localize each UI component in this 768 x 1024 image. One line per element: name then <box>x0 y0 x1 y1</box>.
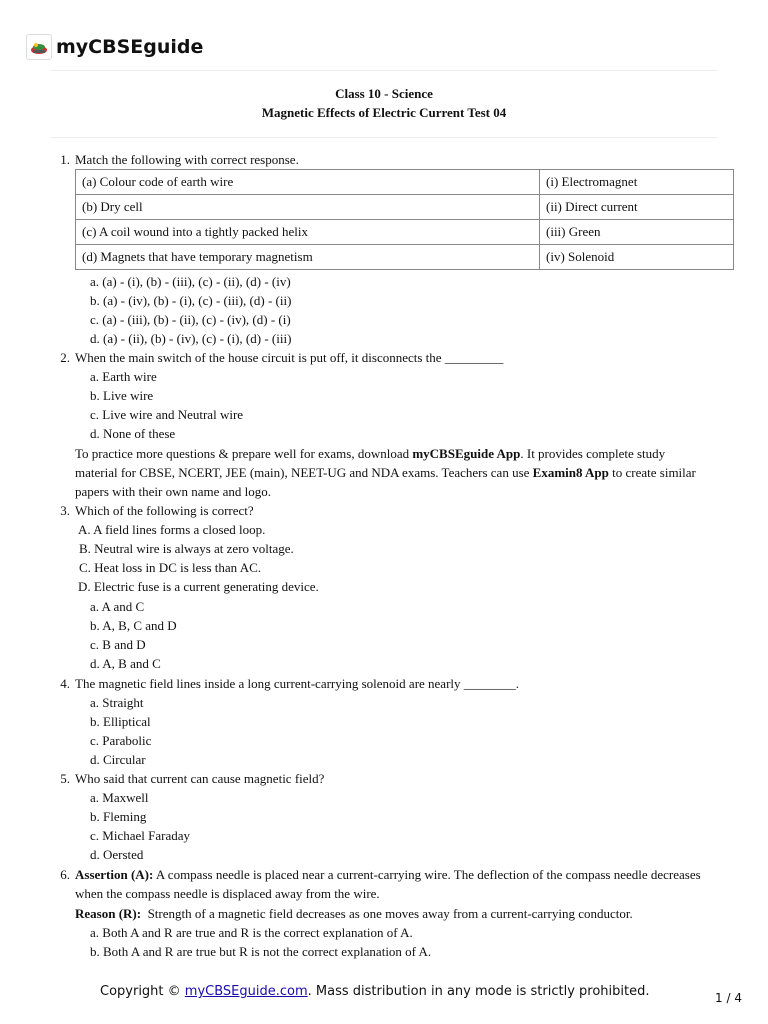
table-cell: (c) A coil wound into a tightly packed helix <box>76 220 540 245</box>
q3-option-c: c. B and D <box>90 637 146 652</box>
q5-option-a: a. Maxwell <box>90 790 149 805</box>
q6-option-a: a. Both A and R are true and R is the correct explanation of A. <box>90 925 413 940</box>
q6-assertion-line-1 <box>75 865 701 884</box>
reason-text: Strength of a magnetic field decreases as one moves away from a current-carrying conductor. <box>141 906 633 921</box>
q2-number: 2. <box>60 350 70 365</box>
promo-text: material for CBSE, NCERT, JEE (main), NEET-UG and NDA exams. Teachers can use <box>75 465 533 480</box>
promo-text: . It provides complete study <box>520 446 666 461</box>
q3-statement-b: B. Neutral wire is always at zero voltage. <box>79 541 294 556</box>
promo-line-1 <box>75 444 665 463</box>
q5-text: Who said that current can cause magnetic field? <box>75 771 325 786</box>
table-row <box>76 195 734 220</box>
match-table <box>75 169 734 270</box>
q2-option-c: c. Live wire and Neutral wire <box>90 407 244 422</box>
q2-option-a: a. Earth wire <box>90 369 157 384</box>
q1-option-b: b. (a) - (iv), (b) - (i), (c) - (iii), (d) - (ii) <box>90 293 292 308</box>
table-cell: (iii) Green <box>540 220 734 245</box>
assertion-text: A compass needle is placed near a current-carrying wire. The deflection of the compass needle decreases <box>153 867 701 882</box>
q3-number: 3. <box>60 503 70 518</box>
q4-option-a: a. Straight <box>90 695 144 710</box>
header <box>26 34 203 60</box>
q2-text: When the main switch of the house circuit is put off, it disconnects the _________ <box>75 350 504 365</box>
promo-text: To practice more questions & prepare well for exams, download <box>75 446 413 461</box>
q3-statement-c: C. Heat loss in DC is less than AC. <box>79 560 262 575</box>
q2-option-d: d. None of these <box>90 426 176 441</box>
promo-line-2 <box>75 463 696 482</box>
q3-statement-d: D. Electric fuse is a current generating device. <box>78 579 319 594</box>
mycbseguide-logo-icon <box>26 34 52 60</box>
q2-option-b: b. Live wire <box>90 388 154 403</box>
q1-text: Match the following with correct response. <box>75 152 299 167</box>
q3-statement-a: A. A field lines forms a closed loop. <box>78 522 266 537</box>
q5-option-c: c. Michael Faraday <box>90 828 190 843</box>
copyright-text: Copyright © <box>100 984 185 999</box>
q6-assertion-line-2: when the compass needle is displaced away from the wire. <box>75 886 380 901</box>
page-number: 1 / 4 <box>715 991 742 1005</box>
table-cell: (a) Colour code of earth wire <box>76 170 540 195</box>
q6-option-b: b. Both A and R are true but R is not the correct explanation of A. <box>90 944 432 959</box>
q1-option-d: d. (a) - (ii), (b) - (iv), (c) - (i), (d) - (iii) <box>90 331 292 346</box>
q3-option-d: d. A, B and C <box>90 656 161 671</box>
examin8-app-text: Examin8 App <box>532 465 609 480</box>
title-divider <box>50 137 718 138</box>
reason-label: Reason (R): <box>75 906 142 921</box>
class-title: Class 10 - Science <box>335 86 433 101</box>
q3-option-b: b. A, B, C and D <box>90 618 177 633</box>
q1-option-c: c. (a) - (iii), (b) - (ii), (c) - (iv), (d) - (i) <box>90 312 291 327</box>
header-divider <box>50 70 718 71</box>
q4-option-d: d. Circular <box>90 752 146 767</box>
table-cell: (d) Magnets that have temporary magnetism <box>76 245 540 270</box>
table-cell: (iv) Solenoid <box>540 245 734 270</box>
q4-option-b: b. Elliptical <box>90 714 151 729</box>
q5-option-d: d. Oersted <box>90 847 144 862</box>
q4-text: The magnetic field lines inside a long current-carrying solenoid are nearly ________. <box>75 676 520 691</box>
q1-number: 1. <box>60 152 70 167</box>
q4-option-c: c. Parabolic <box>90 733 152 748</box>
table-row <box>76 245 734 270</box>
q5-option-b: b. Fleming <box>90 809 147 824</box>
q6-number: 6. <box>60 867 70 882</box>
table-cell: (i) Electromagnet <box>540 170 734 195</box>
q5-number: 5. <box>60 771 70 786</box>
q3-option-a: a. A and C <box>90 599 145 614</box>
copyright-text: . Mass distribution in any mode is strictly prohibited. <box>307 984 650 999</box>
q6-reason <box>75 904 633 923</box>
table-cell: (b) Dry cell <box>76 195 540 220</box>
table-cell: (ii) Direct current <box>540 195 734 220</box>
assertion-label: Assertion (A): <box>75 867 154 882</box>
q1-option-a: a. (a) - (i), (b) - (iii), (c) - (ii), (d) - (iv) <box>90 274 291 289</box>
mycbseguide-app-text: myCBSEguide App <box>412 446 521 461</box>
copyright-footer <box>100 984 649 999</box>
q3-text: Which of the following is correct? <box>75 503 254 518</box>
table-row <box>76 170 734 195</box>
mycbseguide-link[interactable]: myCBSEguide.com <box>184 984 308 999</box>
promo-line-3: papers with their own name and logo. <box>75 484 272 499</box>
q4-number: 4. <box>60 676 70 691</box>
promo-text: to create similar <box>608 465 696 480</box>
brand-name: myCBSEguide <box>56 36 204 58</box>
table-row <box>76 220 734 245</box>
test-title: Magnetic Effects of Electric Current Test 04 <box>261 105 507 120</box>
